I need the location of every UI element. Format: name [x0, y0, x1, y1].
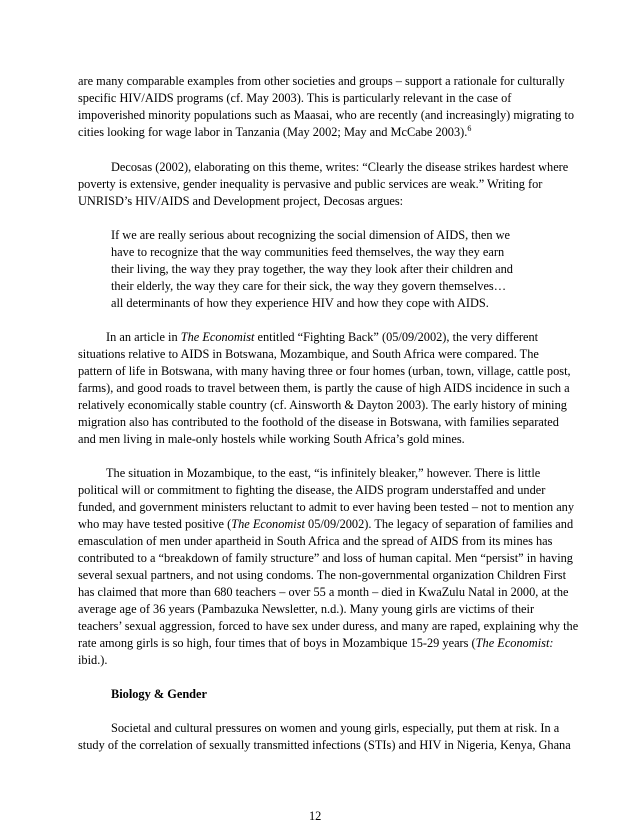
p3-line1-post: entitled “Fighting Back” (05/09/2002), the very different	[254, 330, 539, 344]
p3-line1-title: The Economist	[180, 330, 255, 344]
p1-line3: impoverished minority populations such as Maasai, who are recently (and increasingly) migrating to	[78, 108, 575, 122]
p1-line1: are many comparable examples from other societies and groups – support a rationale for culturally	[78, 74, 565, 88]
quote-line2: have to recognize that the way communities feed themselves, the way they earn	[111, 245, 505, 259]
p3-line2: situations relative to AIDS in Botswana, Mozambique, and South Africa were compared. The	[78, 347, 539, 361]
quote-line4: their elderly, the way they care for their sick, the way they govern themselves…	[111, 279, 507, 293]
p3-line1-pre: In an article in	[106, 330, 181, 344]
p4-line11	[78, 635, 554, 652]
section-heading: Biology & Gender	[111, 687, 208, 701]
p4-line4-title: The Economist	[231, 517, 305, 531]
p5-line2: study of the correlation of sexually transmitted infections (STIs) and HIV in Nigeria, Kenya, Ghana	[78, 738, 571, 752]
p4-line10: teachers’ sexual aggression, forced to have sex under duress, and many are raped, explaining why the	[78, 619, 579, 633]
p5-line1: Societal and cultural pressures on women and young girls, especially, put them at risk. In a	[111, 721, 560, 735]
p4-line4-post: 05/09/2002). The legacy of separation of families and	[304, 517, 574, 531]
p3-line6: migration also has contributed to the foothold of the disease in Botswana, with families separated	[78, 415, 559, 429]
p3-line3: pattern of life in Botswana, with many having three or four homes (urban, town, village, cattle post,	[78, 364, 571, 378]
p4-line9: average age of 36 years (Pambazuka Newsletter, n.d.). Many young girls are victims of their	[78, 602, 535, 616]
p1-line4-text: cities looking for wage labor in Tanzania (May 2002; May and McCabe 2003).	[78, 125, 468, 139]
p4-line6: contributed to a “breakdown of family structure” and loss of human capital. Men “persist” in having	[78, 551, 573, 565]
p4-line11-title: The Economist:	[475, 636, 554, 650]
footnote-reference: 6	[467, 123, 472, 133]
p4-line2: political will or commitment to fighting the disease, the AIDS program understaffed and under	[78, 483, 546, 497]
p4-line4	[78, 516, 573, 533]
p3-line1	[106, 329, 538, 346]
quote-line1: If we are really serious about recognizing the social dimension of AIDS, then we	[111, 228, 510, 242]
p4-line11-pre: rate among girls is so high, four times that of boys in Mozambique 15-29 years (	[78, 636, 476, 650]
p3-line5: relatively economically stable country (cf. Ainsworth & Dayton 2003). The early history of mining	[78, 398, 567, 412]
quote-line3: their living, the way they pray together, the way they look after their children and	[111, 262, 513, 276]
p4-line12: ibid.).	[78, 653, 108, 667]
p2-line2: poverty is extensive, gender inequality is pervasive and public services are weak.” Writing for	[78, 177, 543, 191]
p2-line1: Decosas (2002), elaborating on this theme, writes: “Clearly the disease strikes hardest where	[111, 160, 569, 174]
p4-line4-pre: who may have tested positive (	[78, 517, 232, 531]
page-number: 12	[309, 809, 322, 823]
quote-line5: all determinants of how they experience HIV and how they cope with AIDS.	[111, 296, 489, 310]
p4-line1: The situation in Mozambique, to the east, “is infinitely bleaker,” however. There is little	[106, 466, 541, 480]
p1-line4	[78, 124, 471, 141]
p3-line4: farms), and good roads to travel between them, is partly the cause of high AIDS incidence in such a	[78, 381, 570, 395]
p4-line8: has claimed that more than 680 teachers – over 55 a month – died in KwaZulu Natal in 2000, at the	[78, 585, 569, 599]
p1-line2: specific HIV/AIDS programs (cf. May 2003). This is particularly relevant in the case of	[78, 91, 512, 105]
p4-line7: several sexual partners, and not using condoms. The non-governmental organization Children First	[78, 568, 567, 582]
p3-line7: and men living in male-only hostels while working South Africa’s gold mines.	[78, 432, 465, 446]
p2-line3: UNRISD’s HIV/AIDS and Development project, Decosas argues:	[78, 194, 404, 208]
p4-line5: emasculation of men under apartheid in South Africa and the spread of AIDS from its mines has	[78, 534, 553, 548]
p4-line3: funded, and government ministers reluctant to admit to ever having been tested – not to mention any	[78, 500, 575, 514]
